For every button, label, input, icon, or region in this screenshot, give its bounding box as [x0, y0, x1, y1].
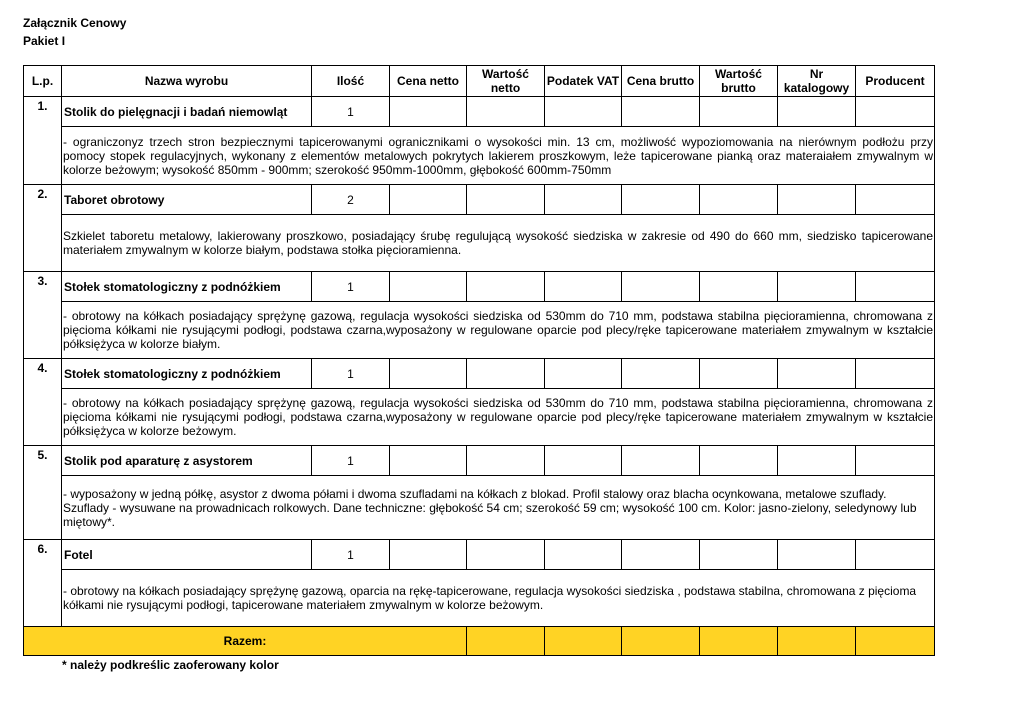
quantity: 1 — [312, 540, 390, 570]
quantity: 1 — [312, 446, 390, 476]
product-name: Fotel — [62, 540, 312, 570]
gross-price-cell[interactable] — [622, 540, 700, 570]
gross-value-cell[interactable] — [700, 97, 778, 127]
net-price-cell[interactable] — [390, 540, 467, 570]
product-description: - wyposażony w jedną półkę, asystor z dwoma półami i dwoma szufladami na kółkach z blokad. Profil stalowy oraz blacha ocynkowana, metalowe szuflady. Szuflady - wysuwane na prowadnicach rolkowych. Dane techniczne: głębokość 54 cm; szerokość 59 cm; wysokość 100 cm. Kolor: jasno-zielony, seledynowy lub miętowy*. — [62, 476, 935, 540]
column-header: Wartość brutto — [700, 66, 778, 97]
producer-cell[interactable] — [856, 185, 935, 215]
product-description: - obrotowy na kółkach posiadający sprężynę gazową, oparcia na rękę-tapicerowane, regulacja wysokości siedziska , podstawa stabilna, chromowana z pięcioma kółkami nie rysującymi podłogi, tapicerowane materiałem zmywalnym w kolorze beżowym. — [62, 570, 935, 627]
catalog-number-cell[interactable] — [778, 540, 856, 570]
gross-price-cell[interactable] — [622, 97, 700, 127]
product-name: Taboret obrotowy — [62, 185, 312, 215]
net-price-cell[interactable] — [390, 359, 467, 389]
column-header: Nazwa wyrobu — [62, 66, 312, 97]
net-price-cell[interactable] — [390, 272, 467, 302]
table-row — [24, 446, 935, 476]
gross-value-cell[interactable] — [700, 446, 778, 476]
catalog-number-cell[interactable] — [778, 185, 856, 215]
net-value-cell[interactable] — [467, 97, 545, 127]
total-gross-price-cell[interactable] — [622, 627, 700, 656]
gross-price-cell[interactable] — [622, 359, 700, 389]
table-row — [24, 359, 935, 389]
vat-cell[interactable] — [545, 97, 622, 127]
catalog-number-cell[interactable] — [778, 97, 856, 127]
total-label: Razem: — [24, 627, 467, 656]
total-catalog-cell[interactable] — [778, 627, 856, 656]
total-row — [24, 627, 935, 656]
package-label: Pakiet I — [23, 34, 66, 48]
vat-cell[interactable] — [545, 359, 622, 389]
total-gross-value-cell[interactable] — [700, 627, 778, 656]
net-price-cell[interactable] — [390, 185, 467, 215]
catalog-number-cell[interactable] — [778, 272, 856, 302]
description-row — [24, 476, 935, 540]
producer-cell[interactable] — [856, 446, 935, 476]
product-description: - obrotowy na kółkach posiadający sprężynę gazową, regulacja wysokości siedziska od 530mm do 710 mm, podstawa stabilna pięcioramienna, chromowana z pięcioma kółkami nie rysującymi podłogi, podstawa czarna,wyposażony w regulowane oparcie pod plecy/ręke tapicerowane materiałem zmywalnym w kształcie półksiężyca w kolorze białym. — [62, 302, 935, 359]
gross-value-cell[interactable] — [700, 359, 778, 389]
net-price-cell[interactable] — [390, 97, 467, 127]
column-header: Cena brutto — [622, 66, 700, 97]
total-producer-cell[interactable] — [856, 627, 935, 656]
catalog-number-cell[interactable] — [778, 446, 856, 476]
net-value-cell[interactable] — [467, 272, 545, 302]
product-description: - ograniczonyz trzech stron bezpiecznymi tapicerowanymi ogranicznikami o wysokości min. 13 cm, możliwość wypoziomowania na nierównym podłożu przy pomocy stopek regulacyjnych, wykonany z elementów metalowych pokrytych lakierem proszkowym, leże tapicerowane pianką oraz materaiałem zmywalnym w kolorze beżowym; wysokość 850mm - 900mm; szerokość 950mm-1000mm, głębokość 600mm-750mm — [62, 127, 935, 185]
gross-value-cell[interactable] — [700, 185, 778, 215]
table-row — [24, 185, 935, 215]
column-header: Cena netto — [390, 66, 467, 97]
producer-cell[interactable] — [856, 359, 935, 389]
product-description: Szkielet taboretu metalowy, lakierowany proszkowo, posiadający śrubę regulującą wysokość siedziska w zakresie od 490 do 660 mm, siedzisko tapicerowane materiałem zmywalnym w kolorze białym, podstawa stołka pięcioramienna. — [62, 215, 935, 272]
table-row — [24, 97, 935, 127]
item-number: 1. — [24, 97, 62, 185]
net-price-cell[interactable] — [390, 446, 467, 476]
table-row — [24, 540, 935, 570]
gross-value-cell[interactable] — [700, 540, 778, 570]
gross-price-cell[interactable] — [622, 446, 700, 476]
gross-price-cell[interactable] — [622, 272, 700, 302]
quantity: 1 — [312, 97, 390, 127]
product-name: Stołek stomatologiczny z podnóżkiem — [62, 272, 312, 302]
product-name: Stołek stomatologiczny z podnóżkiem — [62, 359, 312, 389]
producer-cell[interactable] — [856, 272, 935, 302]
quantity: 2 — [312, 185, 390, 215]
column-header: Ilość — [312, 66, 390, 97]
vat-cell[interactable] — [545, 540, 622, 570]
quantity: 1 — [312, 359, 390, 389]
column-header: Nr katalogowy — [778, 66, 856, 97]
net-value-cell[interactable] — [467, 446, 545, 476]
vat-cell[interactable] — [545, 272, 622, 302]
product-description: - obrotowy na kółkach posiadający sprężynę gazową, regulacja wysokości siedziska od 530mm do 710 mm, podstawa stabilna pięcioramienna, chromowana z pięcioma kółkami nie rysującymi podłogi, podstawa czarna,wyposażony w regulowane oparcie pod plecy/ręke tapicerowane materiałem zmywalnym w kształcie półksiężyca w kolorze beżowym. — [62, 389, 935, 446]
table-header-row — [24, 66, 935, 97]
quantity: 1 — [312, 272, 390, 302]
document-title: Załącznik Cenowy — [23, 16, 127, 30]
column-header: Producent — [856, 66, 935, 97]
gross-price-cell[interactable] — [622, 185, 700, 215]
column-header: Podatek VAT — [545, 66, 622, 97]
table-row — [24, 272, 935, 302]
item-number: 2. — [24, 185, 62, 272]
total-net-value-cell[interactable] — [467, 627, 545, 656]
catalog-number-cell[interactable] — [778, 359, 856, 389]
price-table — [23, 65, 935, 656]
vat-cell[interactable] — [545, 446, 622, 476]
description-row — [24, 127, 935, 185]
description-row — [24, 302, 935, 359]
description-row — [24, 570, 935, 627]
item-number: 3. — [24, 272, 62, 359]
vat-cell[interactable] — [545, 185, 622, 215]
item-number: 6. — [24, 540, 62, 627]
total-vat-cell[interactable] — [545, 627, 622, 656]
gross-value-cell[interactable] — [700, 272, 778, 302]
column-header: L.p. — [24, 66, 62, 97]
product-name: Stolik pod aparaturę z asystorem — [62, 446, 312, 476]
producer-cell[interactable] — [856, 540, 935, 570]
footnote: * należy podkreślic zaoferowany kolor — [62, 658, 279, 672]
column-header: Wartość netto — [467, 66, 545, 97]
item-number: 4. — [24, 359, 62, 446]
producer-cell[interactable] — [856, 97, 935, 127]
net-value-cell[interactable] — [467, 540, 545, 570]
net-value-cell[interactable] — [467, 185, 545, 215]
description-row — [24, 389, 935, 446]
item-number: 5. — [24, 446, 62, 540]
product-name: Stolik do pielęgnacji i badań niemowląt — [62, 97, 312, 127]
net-value-cell[interactable] — [467, 359, 545, 389]
description-row — [24, 215, 935, 272]
